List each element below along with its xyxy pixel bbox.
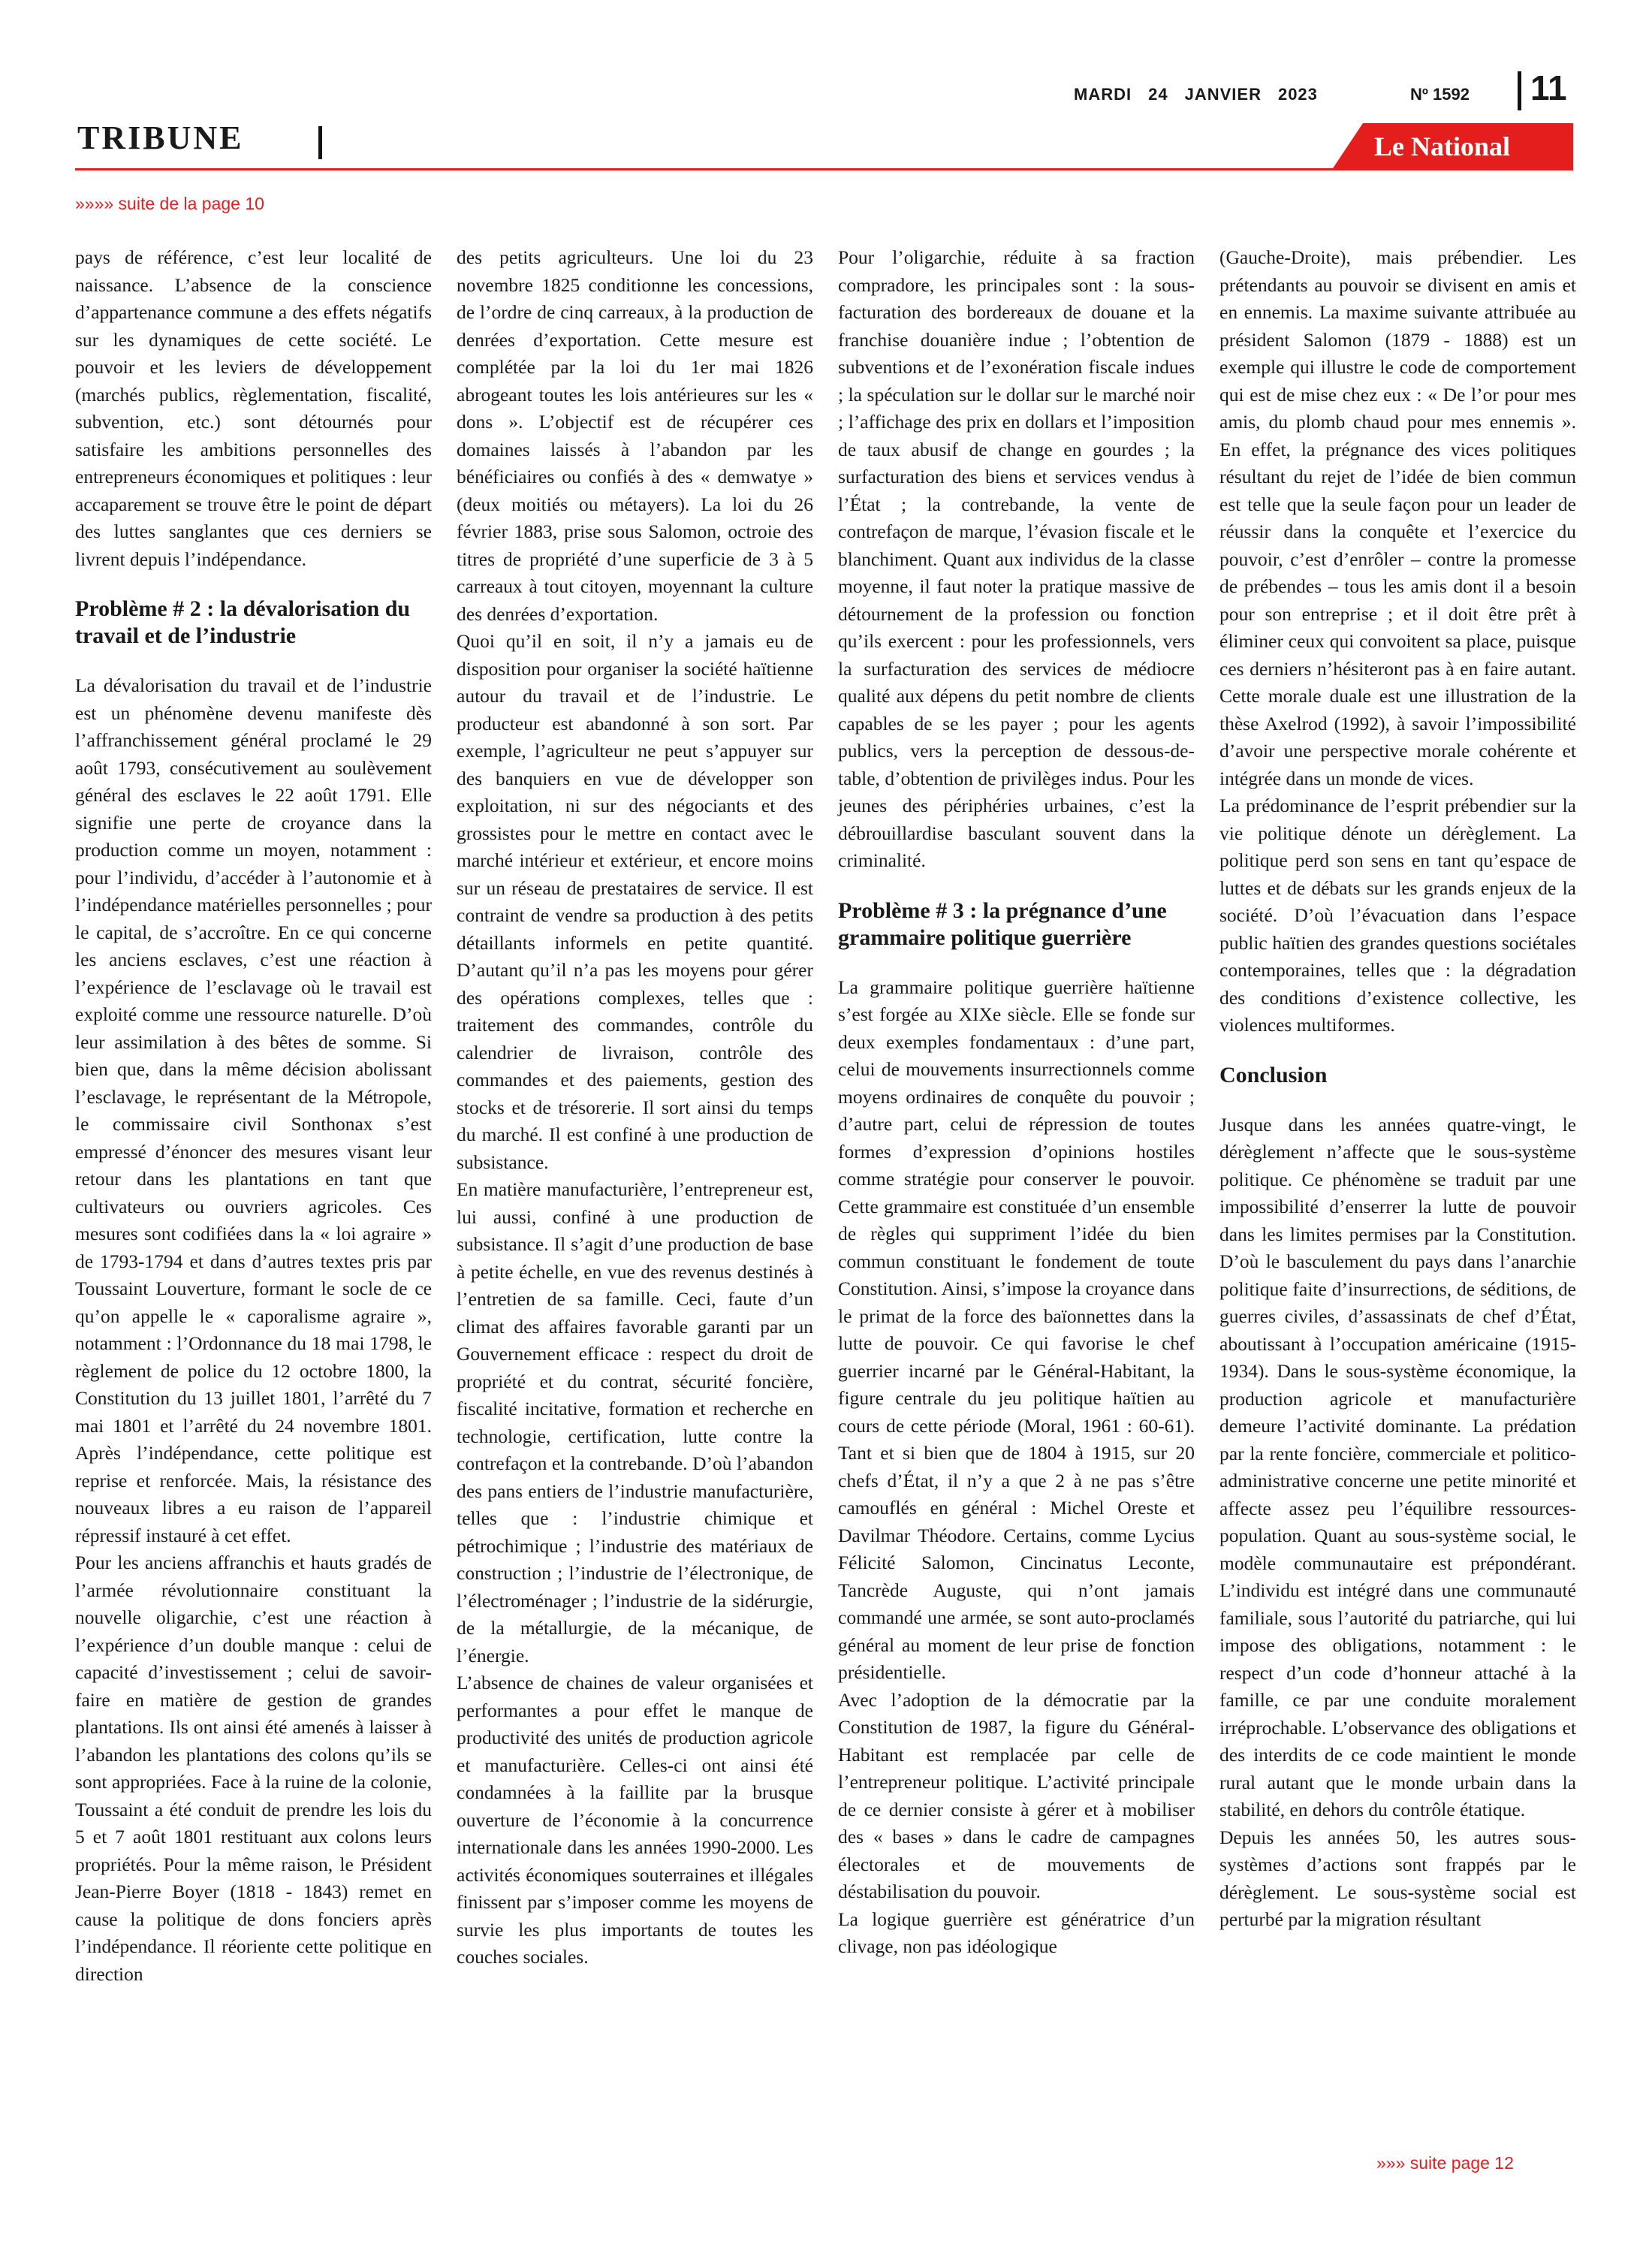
continued-from[interactable]: »»»» suite de la page 10 xyxy=(75,194,264,213)
paragraph: L’absence de chaines de valeur organisées et performantes a pour effet le manque de productivité des unités de production agricole et manufacturière. Celles-ci ont ainsi été condamnées à la faillite par la brusque ouverture de l’économie à la concurrence internationale dans les années 1990-2000. Les activités économiques souterraines et illégales finissent par s’imposer comme les moyens de survie les plus importants de toutes les couches sociales. xyxy=(457,1672,813,1968)
article-column-3 xyxy=(838,244,1195,1961)
paragraph: En matière manufacturière, l’entrepreneur est, lui aussi, confiné à une production de subsistance. Il s’agit d’une production de base à petite échelle, en vue des revenus destinés à l’entretien de sa famille. Ceci, faute d’un climat des affaires favorable garanti par un Gouvernement efficace : respect du droit de propriété et du contrat, sécurité foncière, fiscalité incitative, formation et recherche en technologie, certification, lutte contre la contrefaçon et la contrebande. D’où l’abandon des pans entiers de l’industrie manufacturière, telles que : l’industrie chimique et pétrochimique ; l’industrie des matériaux de construction ; l’industrie de l’électronique, de l’électroménager ; l’industrie de la sidérurgie, de la métallurgie, de la mécanique, de l’énergie. xyxy=(457,1178,813,1666)
paragraph: Avec l’adoption de la démocratie par la Constitution de 1987, la figure du Général-Habitant est remplacée par celle de l’entrepreneur politique. L’activité principale de ce dernier consiste à gérer et à mobiliser des « bases » dans le cadre de campagnes électorales et de mouvements de déstabilisation du pouvoir. xyxy=(838,1688,1195,1902)
date-day: MARDI xyxy=(1074,85,1132,104)
header-divider xyxy=(1518,71,1521,110)
paragraph: pays de référence, c’est leur localité de naissance. L’absence de la conscience d’appartenance commune a des effets négatifs sur les dynamiques de cette société. Le pouvoir et les leviers de développement (marchés publics, règlementation, fiscalité, subvention, etc.) sont détournés pour satisfaire les ambitions personnelles des entrepreneurs économiques et politiques : leur accaparement se trouve être le point de départ des luttes sanglantes que ces derniers se livrent depuis l’indépendance. xyxy=(75,246,432,570)
paragraph: Pour l’oligarchie, réduite à sa fraction compradore, les principales sont : la sous-facturation des bordereaux de douane et la franchise douanière indue ; l’obtention de subventions et de l’exonération fiscale indues ; la spéculation sur le dollar sur le marché noir ; l’affichage des prix en dollars et l’imposition de taux abusif de change en gourdes ; la surfacturation des biens et services vendus à l’État ; la contrebande, la vente de contrefaçon de marque, l’évasion fiscale et le blanchiment. Quant aux individus de la classe moyenne, il faut noter la pratique massive de détournement de la profession ou fonction qu’ils exercent : pour les professionnels, vers la surfacturation des services de médiocre qualité aux dépens du petit nombre de clients capables de se les payer ; pour les agents publics, vers la perception de dessous-de-table, d’obtention de privilèges indus. Pour les jeunes des périphéries urbaines, c’est la débrouillardise basculant souvent dans la criminalité. xyxy=(838,246,1195,871)
section-title: TRIBUNE xyxy=(77,119,244,156)
section-heading: Problème # 2 : la dévalorisation du travail et de l’industrie xyxy=(75,596,411,648)
brand-name: Le National xyxy=(1374,131,1511,161)
article-column-2 xyxy=(457,244,813,1971)
paragraph: Jusque dans les années quatre-vingt, le dérèglement n’affecte que le sous-système politique. Ce phénomène se traduit par une impossibilité d’enserrer la lutte de pouvoir dans les limites permises par la Constitution. D’où le basculement du pays dans l’anarchie politique faite d’insurrections, de séditions, de guerres civiles, d’assassinats de chef d’État, aboutissant à l’occupation américaine (1915-1934). Dans le sous-système économique, la production agricole et manufacturière demeure l’activité dominante. La prédation par la rente foncière, commerciale et politico-administrative concerne une petite minorité et affecte assez peu l’équilibre ressources-population. Quant au sous-système social, le modèle communautaire est prépondérant. L’individu est intégré dans une communauté familiale, sous l’autorité du patriarche, qui lui impose des obligations, notamment : le respect d’un code d’honneur attaché à la famille, ce par une conduite moralement irréprochable. L’observance des obligations et des interdits de ce code maintient le monde rural autant que le monde urbain dans la stabilité, en dehors du contrôle étatique. xyxy=(1219,1113,1576,1820)
paragraph: des petits agriculteurs. Une loi du 23 novembre 1825 conditionne les concessions, de l’ordre de cinq carreaux, à la production de denrées d’exportation. Cette mesure est complétée par la loi du 1er mai 1826 abrogeant toutes les lois antérieures sur les « dons ». L’objectif est de récupérer ces domaines laissés à l’abandon par les bénéficiaires ou confiés à des « demwatye » (deux moitiés ou métayers). La loi du 26 février 1883, prise sous Salomon, octroie des titres de propriété d’une superficie de 3 à 5 carreaux à tout citoyen, moyennant la culture des denrées d’exportation. xyxy=(457,246,813,625)
dateline xyxy=(1074,85,1334,104)
issue-number: Nº 1592 xyxy=(1410,85,1470,104)
article-column-1 xyxy=(75,244,432,1988)
header-rule xyxy=(75,168,1573,170)
paragraph: La prédominance de l’esprit prébendier sur la vie politique dénote un dérèglement. La politique perd son sens en tant qu’espace de luttes et de débats sur les grands enjeux de la société. D’où l’évacuation dans l’espace public haïtien des grandes questions sociétales contemporaines, telles que : la dégradation des conditions d’existence collective, les violences multiformes. xyxy=(1219,795,1576,1036)
date-number: 24 xyxy=(1148,85,1168,104)
paragraph: Depuis les années 50, les autres sous-systèmes d’actions sont frappés par le dérèglement. Le sous-système social est perturbé par la migration résultant xyxy=(1219,1826,1576,1930)
paragraph: (Gauche-Droite), mais prébendier. Les prétendants au pouvoir se divisent en amis et en ennemis. La maxime suivante attribuée au président Salomon (1879 - 1888) est un exemple qui illustre le code de comportement qui est de mise chez eux : « De l’or pour mes amis, du plomb chaud pour mes ennemis ». En effet, la prégnance des vices politiques résultant du rejet de l’idée de bien commun est telle que la seule façon pour un leader de réussir dans la conquête et l’exercice du pouvoir, c’est d’enrôler – contre la promesse de prébendes – tous les amis dont il a besoin pour son entreprise ; et il doit être prêt à éliminer ceux qui convoitent sa place, puisque ces derniers n’hésiteront pas à en faire autant. Cette morale duale est une illustration de la thèse Axelrod (1992), à savoir l’impossibilité d’avoir une perspective morale cohérente et intégrée dans un monde de vices. xyxy=(1219,246,1576,789)
date-month: JANVIER xyxy=(1184,85,1262,104)
page-number: 11 xyxy=(1530,68,1567,107)
paragraph: La dévalorisation du travail et de l’industrie est un phénomène devenu manifeste dès l’affranchissement général proclamé le 29 août 1793, consécutivement au soulèvement général des esclaves le 22 août 1791. Elle signifie une perte de croyance dans la production comme un moyen, notamment : pour l’individu, d’accéder à l’autonomie et à l’indépendance matérielles personnelles ; pour le capital, de s’accroître. En ce qui concerne les anciens esclaves, c’est une réaction à l’expérience de l’esclavage où le travail est exploité comme une ressource naturelle. D’où leur assimilation à des bêtes de somme. Si bien que, dans la même décision abolissant l’esclavage, le représentant de la Métropole, le commissaire civil Sonthonax s’est empressé d’énoncer des mesures visant leur retour dans les plantations en tant que cultivateurs ou ouvriers agricoles. Ces mesures sont codifiées dans la « loi agraire » de 1793-1794 et dans d’autres textes pris par Toussaint Louverture, formant le socle de ce qu’on appelle le « caporalisme agraire », notamment : l’Ordonnance du 18 mai 1798, le règlement de police du 12 octobre 1800, la Constitution du 13 juillet 1801, l’arrêté du 7 mai 1801 et l’arrêté du 24 novembre 1801. Après l’indépendance, cette politique est reprise et renforcée. Mais, la résistance des nouveaux libres a eu raison de l’appareil répressif instauré à cet effet. xyxy=(75,674,432,1546)
article-column-4 xyxy=(1219,244,1576,1934)
paragraph: Quoi qu’il en soit, il n’y a jamais eu de disposition pour organiser la société haïtienne autour du travail et de l’industrie. Le producteur est abandonné à son sort. Par exemple, l’agriculteur ne peut s’appuyer sur des banquiers en vue de développer son exploitation, ni sur des négociants et des grossistes pour le mettre en contact avec le marché intérieur et extérieur, et encore moins sur un réseau de prestataires de service. Il est contraint de vendre sa production à des petits détaillants informels en petite quantité. D’autant qu’il n’a pas les moyens pour gérer des opérations complexes, telles que : traitement des commandes, contrôle du calendrier de livraison, contrôle des commandes et des paiements, gestion des stocks et de trésorerie. Il sort ainsi du temps du marché. Il est confiné à une production de subsistance. xyxy=(457,630,813,1173)
paragraph: Pour les anciens affranchis et hauts gradés de l’armée révolutionnaire constituant la nouvelle oligarchie, c’est une réaction à l’expérience d’un double manque : celui de capacité d’investissement ; celui de savoir-faire en matière de gestion de grandes plantations. Ils ont ainsi été amenés à laisser à l’abandon les plantations des colons qu’ils se sont appropriées. Face à la ruine de la colonie, Toussaint a été conduit de prendre les lois du 5 et 7 août 1801 restituant aux colons leurs propriétés. Pour la même raison, le Président Jean-Pierre Boyer (1818 - 1843) remet en cause la politique de dons fonciers après l’indépendance. Il réoriente cette politique en direction xyxy=(75,1552,432,1985)
section-heading: Conclusion xyxy=(1219,1062,1328,1087)
continued-to[interactable]: »»» suite page 12 xyxy=(1376,2153,1514,2173)
paragraph: La logique guerrière est génératrice d’un clivage, non pas idéologique xyxy=(838,1908,1195,1957)
section-divider xyxy=(318,126,322,159)
section-heading: Problème # 3 : la prégnance d’une grammaire politique guerrière xyxy=(838,897,1167,950)
paragraph: La grammaire politique guerrière haïtienne s’est forgée au XIXe siècle. Elle se fonde sur deux exemples fondamentaux : d’une part, celui de mouvements insurrectionnels comme moyens ordinaires de conquête du pouvoir ; d’autre part, celui de répression de toutes formes d’expression d’opinions hostiles comme stratégie pour conserver le pouvoir. Cette grammaire est constituée d’un ensemble de règles qui suppriment l’idée du bien commun constituant le fondement de toute Constitution. Ainsi, s’impose la croyance dans le primat de la force des baïonnettes dans la lutte de pouvoir. Ce qui favorise le chef guerrier incarné par le Général-Habitant, la figure centrale du jeu politique haïtien au cours de cette période (Moral, 1961 : 60-61). Tant et si bien que de 1804 à 1915, sur 20 chefs d’État, il n’y a que 2 à ne pas s’être camouflés en général : Michel Oreste et Davilmar Théodore. Certains, comme Lycius Félicité Salomon, Cincinatus Leconte, Tancrède Auguste, qui n’ont jamais commandé une armée, se sont auto-proclamés général au moment de leur prise de fonction présidentielle. xyxy=(838,976,1195,1683)
date-year: 2023 xyxy=(1277,85,1318,104)
